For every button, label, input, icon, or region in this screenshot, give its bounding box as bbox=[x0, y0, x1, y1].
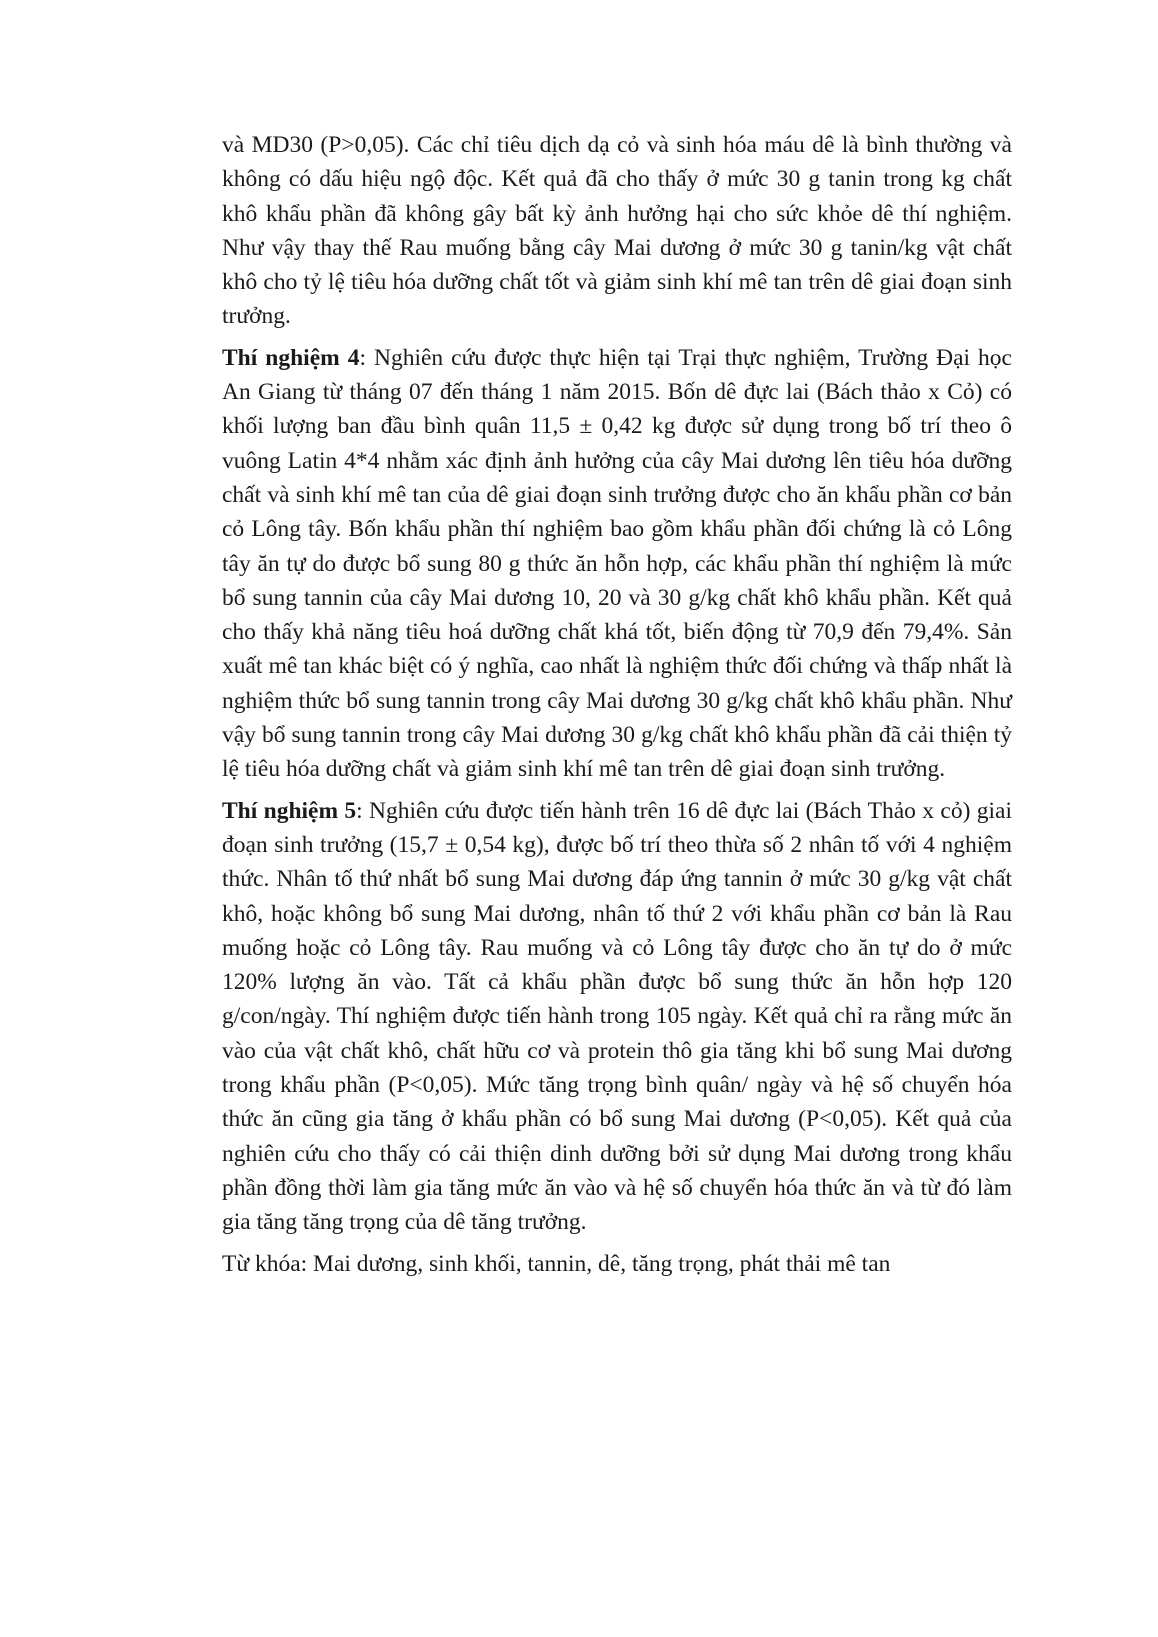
paragraph-text: : Nghiên cứu được tiến hành trên 16 dê đực lai (Bách Thảo x cỏ) giai đoạn sinh trưởng (15,7 ± 0,54 kg), được bố trí theo thừa số 2 nhân tố với 4 nghiệm thức. Nhân tố thứ nhất bổ sung Mai dương đáp ứng tannin ở mức 30 g/kg vật chất khô, hoặc không bổ sung Mai dương, nhân tố thứ 2 với khẩu phần cơ bản là Rau muống hoặc cỏ Lông tây. Rau muống và cỏ Lông tây được cho ăn tự do ở mức 120% lượng ăn vào. Tất cả khẩu phần được bổ sung thức ăn hỗn hợp 120 g/con/ngày. Thí nghiệm được tiến hành trong 105 ngày. Kết quả chỉ ra rằng mức ăn vào của vật chất khô, chất hữu cơ và protein thô gia tăng khi bổ sung Mai dương trong khẩu phần (P<0,05). Mức tăng trọng bình quân/ ngày và hệ số chuyển hóa thức ăn cũng gia tăng ở khẩu phần có bổ sung Mai dương (P<0,05). Kết quả của nghiên cứu cho thấy có cải thiện dinh dưỡng bởi sử dụng Mai dương trong khẩu phần đồng thời làm gia tăng mức ăn vào và hệ số chuyển hóa thức ăn và từ đó làm gia tăng tăng trọng của dê tăng trưởng. bbox=[222, 797, 1012, 1236]
document-page bbox=[222, 128, 1012, 1281]
experiment-5-label: Thí nghiệm 5 bbox=[222, 797, 357, 824]
paragraph-text: : Nghiên cứu được thực hiện tại Trại thực nghiệm, Trường Đại học An Giang từ tháng 07 đến tháng 1 năm 2015. Bốn dê đực lai (Bách thảo x Cỏ) có khối lượng ban đầu bình quân 11,5 ± 0,42 kg được sử dụng trong bố trí theo ô vuông Latin 4*4 nhằm xác định ảnh hưởng của cây Mai dương lên tiêu hóa dưỡng chất và sinh khí mê tan của dê giai đoạn sinh trưởng được cho ăn khẩu phần cơ bản cỏ Lông tây. Bốn khẩu phần thí nghiệm bao gồm khẩu phần đối chứng là cỏ Lông tây ăn tự do được bổ sung 80 g thức ăn hỗn hợp, các khẩu phần thí nghiệm là mức bổ sung tannin của cây Mai dương 10, 20 và 30 g/kg chất khô khẩu phần. Kết quả cho thấy khả năng tiêu hoá dưỡng chất khá tốt, biến động từ 70,9 đến 79,4%. Sản xuất mê tan khác biệt có ý nghĩa, cao nhất là nghiệm thức đối chứng và thấp nhất là nghiệm thức bổ sung tannin trong cây Mai dương 30 g/kg chất khô khẩu phần. Như vậy bổ sung tannin trong cây Mai dương 30 g/kg chất khô khẩu phần đã cải thiện tỷ lệ tiêu hóa dưỡng chất và giảm sinh khí mê tan trên dê giai đoạn sinh trưởng. bbox=[222, 344, 1012, 783]
keywords-line: Từ khóa: Mai dương, sinh khối, tannin, dê, tăng trọng, phát thải mê tan bbox=[222, 1250, 891, 1277]
experiment-4-label: Thí nghiệm 4 bbox=[222, 344, 360, 371]
paragraph-experiment-5 bbox=[222, 794, 1012, 1240]
paragraph-text: và MD30 (P>0,05). Các chỉ tiêu dịch dạ cỏ và sinh hóa máu dê là bình thường và không có dấu hiệu ngộ độc. Kết quả đã cho thấy ở mức 30 g tanin trong kg chất khô khẩu phần đã không gây bất kỳ ảnh hưởng hại cho sức khỏe dê thí nghiệm. Như vậy thay thế Rau muống bằng cây Mai dương ở mức 30 g tanin/kg vật chất khô cho tỷ lệ tiêu hóa dưỡng chất tốt và giảm sinh khí mê tan trên dê giai đoạn sinh trưởng. bbox=[222, 132, 1012, 330]
paragraph-experiment-4 bbox=[222, 341, 1012, 787]
paragraph-experiment-3-conclusion bbox=[222, 128, 1012, 334]
